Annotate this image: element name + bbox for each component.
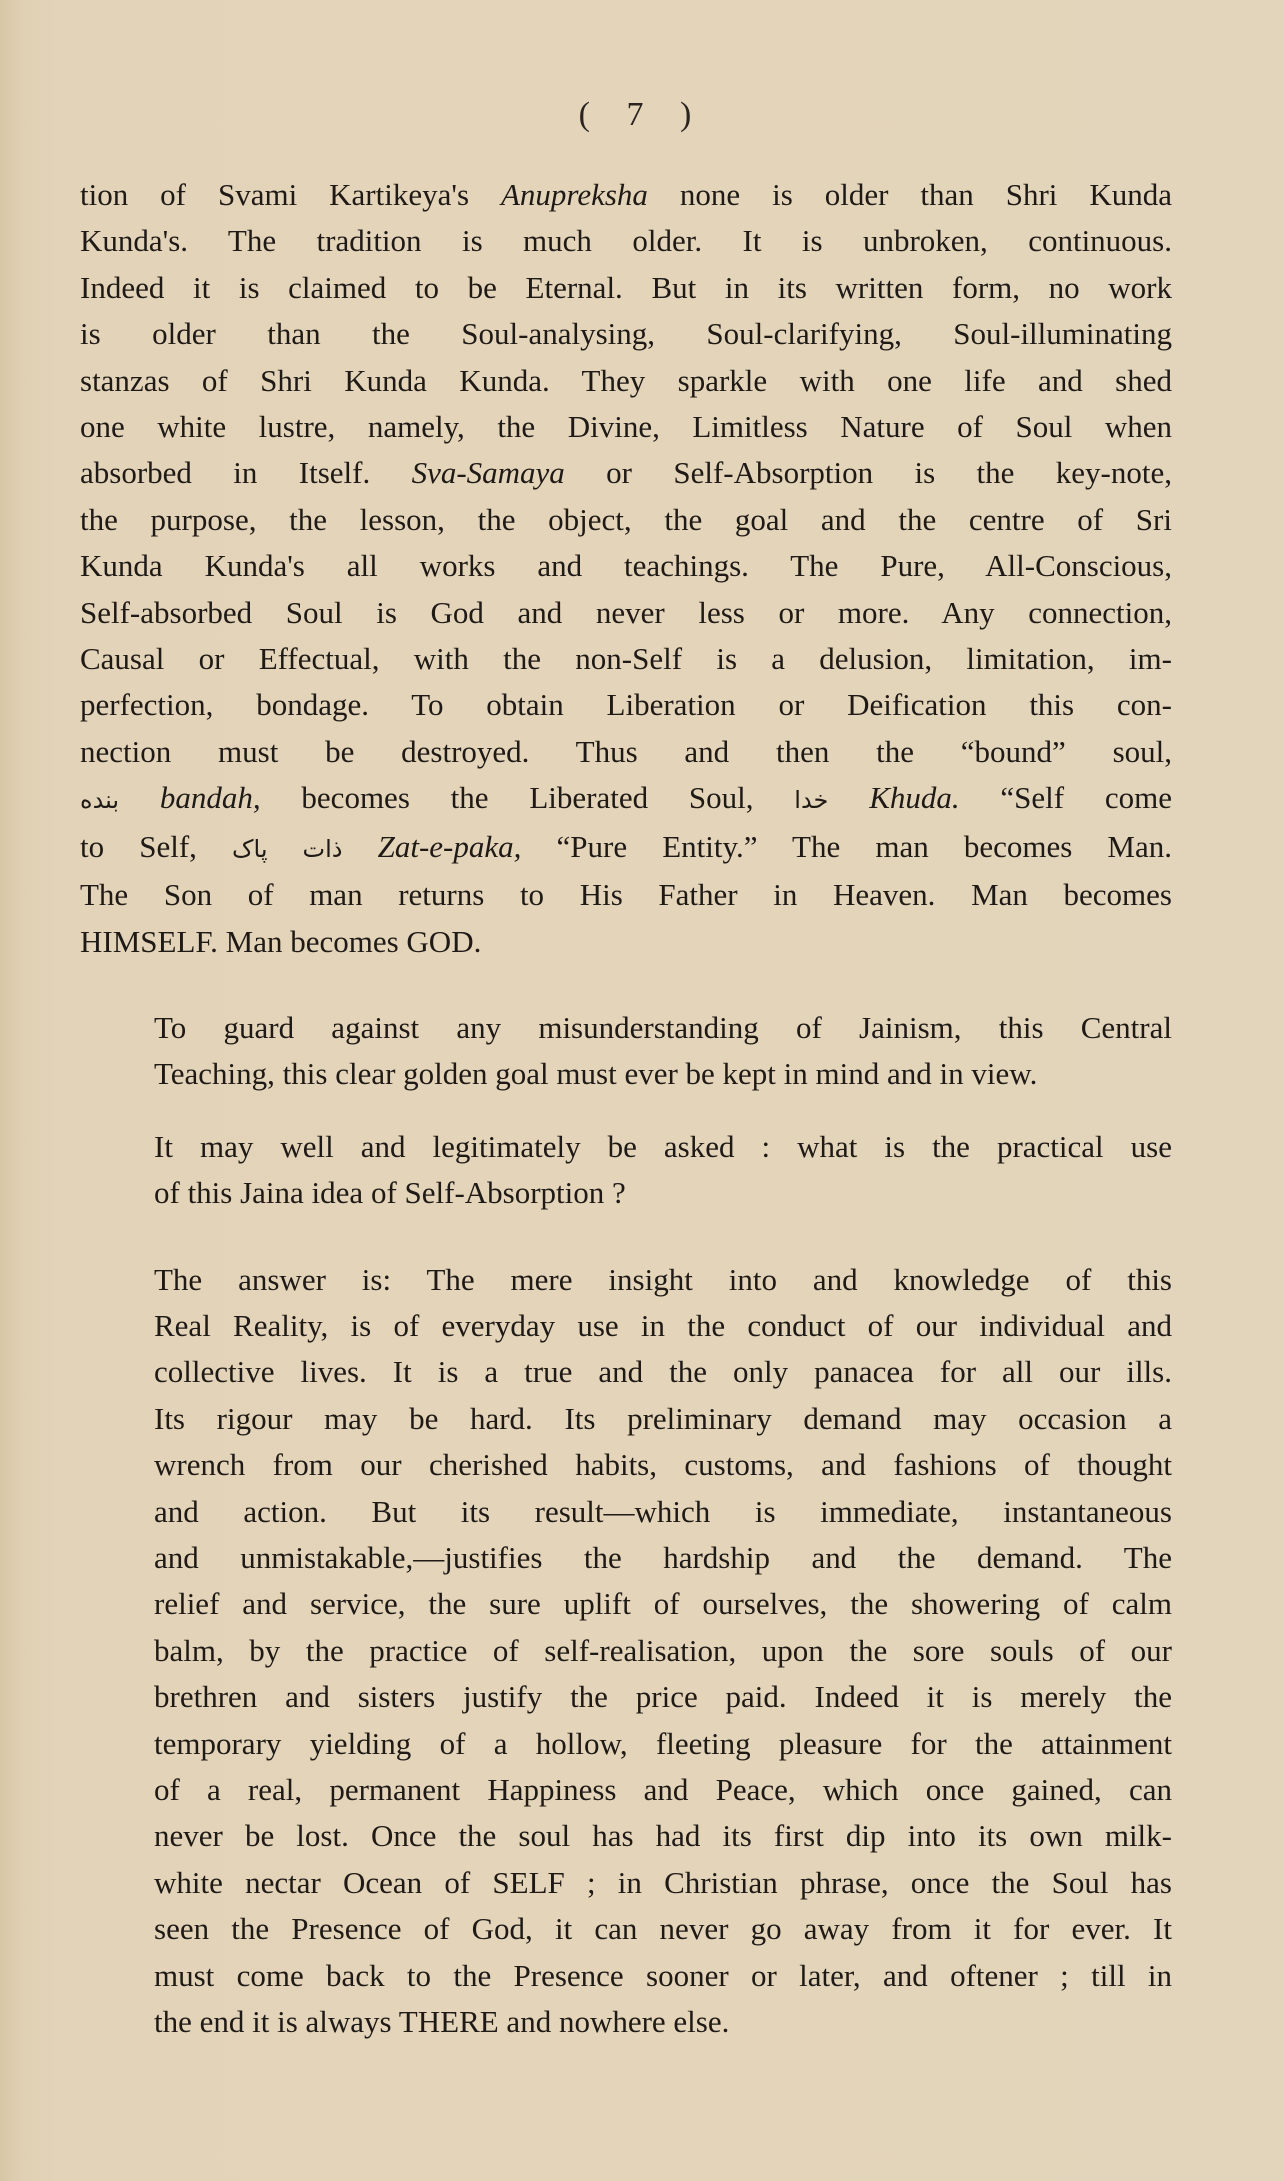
persian-script-term: بنده xyxy=(80,786,120,815)
text-line: The answer is: The mere insight into and knowledge of this xyxy=(154,1261,1172,1297)
italic-term: Sva-Samaya xyxy=(411,455,565,491)
text-line: Kunda's. The tradition is much older. It is unbroken, continuous. xyxy=(80,223,1172,259)
text-line: nection must be destroyed. Thus and then the “bound” soul, xyxy=(80,733,1172,769)
body-text xyxy=(80,172,1172,2045)
paragraph-gap xyxy=(80,965,1172,1005)
text-line: HIMSELF. Man becomes GOD. xyxy=(80,923,482,959)
persian-script-term: خدا xyxy=(794,786,829,815)
text-line: must come back to the Presence sooner or later, and oftener ; till in xyxy=(154,1957,1172,1993)
text-line: Real Reality, is of everyday use in the conduct of our individual and xyxy=(154,1307,1172,1343)
text-line: Kunda Kunda's all works and teachings. The Pure, All-Conscious, xyxy=(80,548,1172,584)
italic-term: Zat-e-paka, xyxy=(377,828,522,864)
paragraph-gap xyxy=(80,1217,1172,1257)
italic-term: bandah, xyxy=(159,780,261,816)
italic-term: Khuda. xyxy=(869,780,960,816)
text-line: brethren and sisters justify the price paid. Indeed it is merely the xyxy=(154,1679,1172,1715)
paragraph-2 xyxy=(80,1005,1172,1098)
text-line: absorbed in Itself. Sva-Samaya or Self-Absorption is the key-note, xyxy=(80,455,1172,491)
text-line: never be lost. Once the soul has had its first dip into its own milk- xyxy=(154,1818,1172,1854)
text-line: Causal or Effectual, with the non-Self is a delusion, limitation, im- xyxy=(80,641,1172,677)
text-line: Self-absorbed Soul is God and never less or more. Any connection, xyxy=(80,594,1172,630)
paragraph-1 xyxy=(80,172,1172,965)
text-line: of this Jaina idea of Self-Absorption ? xyxy=(154,1175,626,1211)
text-line: It may well and legitimately be asked : what is the practical use xyxy=(154,1128,1172,1164)
page-number: ( 7 ) xyxy=(578,96,706,133)
paragraph-4 xyxy=(80,1257,1172,2046)
paragraph-3 xyxy=(80,1124,1172,1217)
text-line: relief and service, the sure uplift of ourselves, the showering of calm xyxy=(154,1586,1172,1622)
text-line: perfection, bondage. To obtain Liberation or Deification this con- xyxy=(80,687,1172,723)
text-line: of a real, permanent Happiness and Peace, which once gained, can xyxy=(154,1772,1172,1807)
text-line: wrench from our cherished habits, customs, and fashions of thought xyxy=(154,1447,1172,1483)
text-line: white nectar Ocean of SELF ; in Christian phrase, once the Soul has xyxy=(154,1864,1172,1900)
text-line: stanzas of Shri Kunda Kunda. They sparkle with one life and shed xyxy=(80,362,1172,398)
text-line: Teaching, this clear golden goal must ever be kept in mind and in view. xyxy=(154,1056,1038,1092)
text-line: The Son of man returns to His Father in Heaven. Man becomes xyxy=(80,877,1172,913)
text-line: the purpose, the lesson, the object, the goal and the centre of Sri xyxy=(80,501,1172,537)
text-line: collective lives. It is a true and the only panacea for all our ills. xyxy=(154,1354,1172,1390)
text-line: to Self, ذات پاک Zat-e-paka, “Pure Entity.” The man becomes Man. xyxy=(80,828,1172,864)
text-line: and unmistakable,—justifies the hardship and the demand. The xyxy=(154,1539,1172,1575)
text-line: temporary yielding of a hollow, fleeting pleasure for the attainment xyxy=(154,1725,1172,1761)
text-line: one white lustre, namely, the Divine, Limitless Nature of Soul when xyxy=(80,409,1172,445)
text-line: the end it is always THERE and nowhere else. xyxy=(154,2004,730,2040)
text-line: balm, by the practice of self-realisation, upon the sore souls of our xyxy=(154,1632,1172,1668)
text-line: is older than the Soul-analysing, Soul-clarifying, Soul-illuminating xyxy=(80,316,1172,352)
text-line: Its rigour may be hard. Its preliminary demand may occasion a xyxy=(154,1400,1172,1436)
text-line: Indeed it is claimed to be Eternal. But in its written form, no work xyxy=(80,269,1172,305)
italic-term: Anupreksha xyxy=(500,177,648,212)
text-line: To guard against any misunderstanding of Jainism, this Central xyxy=(154,1009,1172,1045)
text-line: seen the Presence of God, it can never go away from it for ever. It xyxy=(154,1911,1172,1947)
text-line: tion of Svami Kartikeya's Anupreksha none is older than Shri Kunda xyxy=(80,177,1173,212)
text-line: and action. But its result—which is immediate, instantaneous xyxy=(154,1493,1172,1529)
persian-script-term: ذات پاک xyxy=(232,834,343,863)
paragraph-gap xyxy=(80,1098,1172,1124)
text-line: بنده bandah, becomes the Liberated Soul, خدا Khuda. “Self come xyxy=(80,780,1173,816)
